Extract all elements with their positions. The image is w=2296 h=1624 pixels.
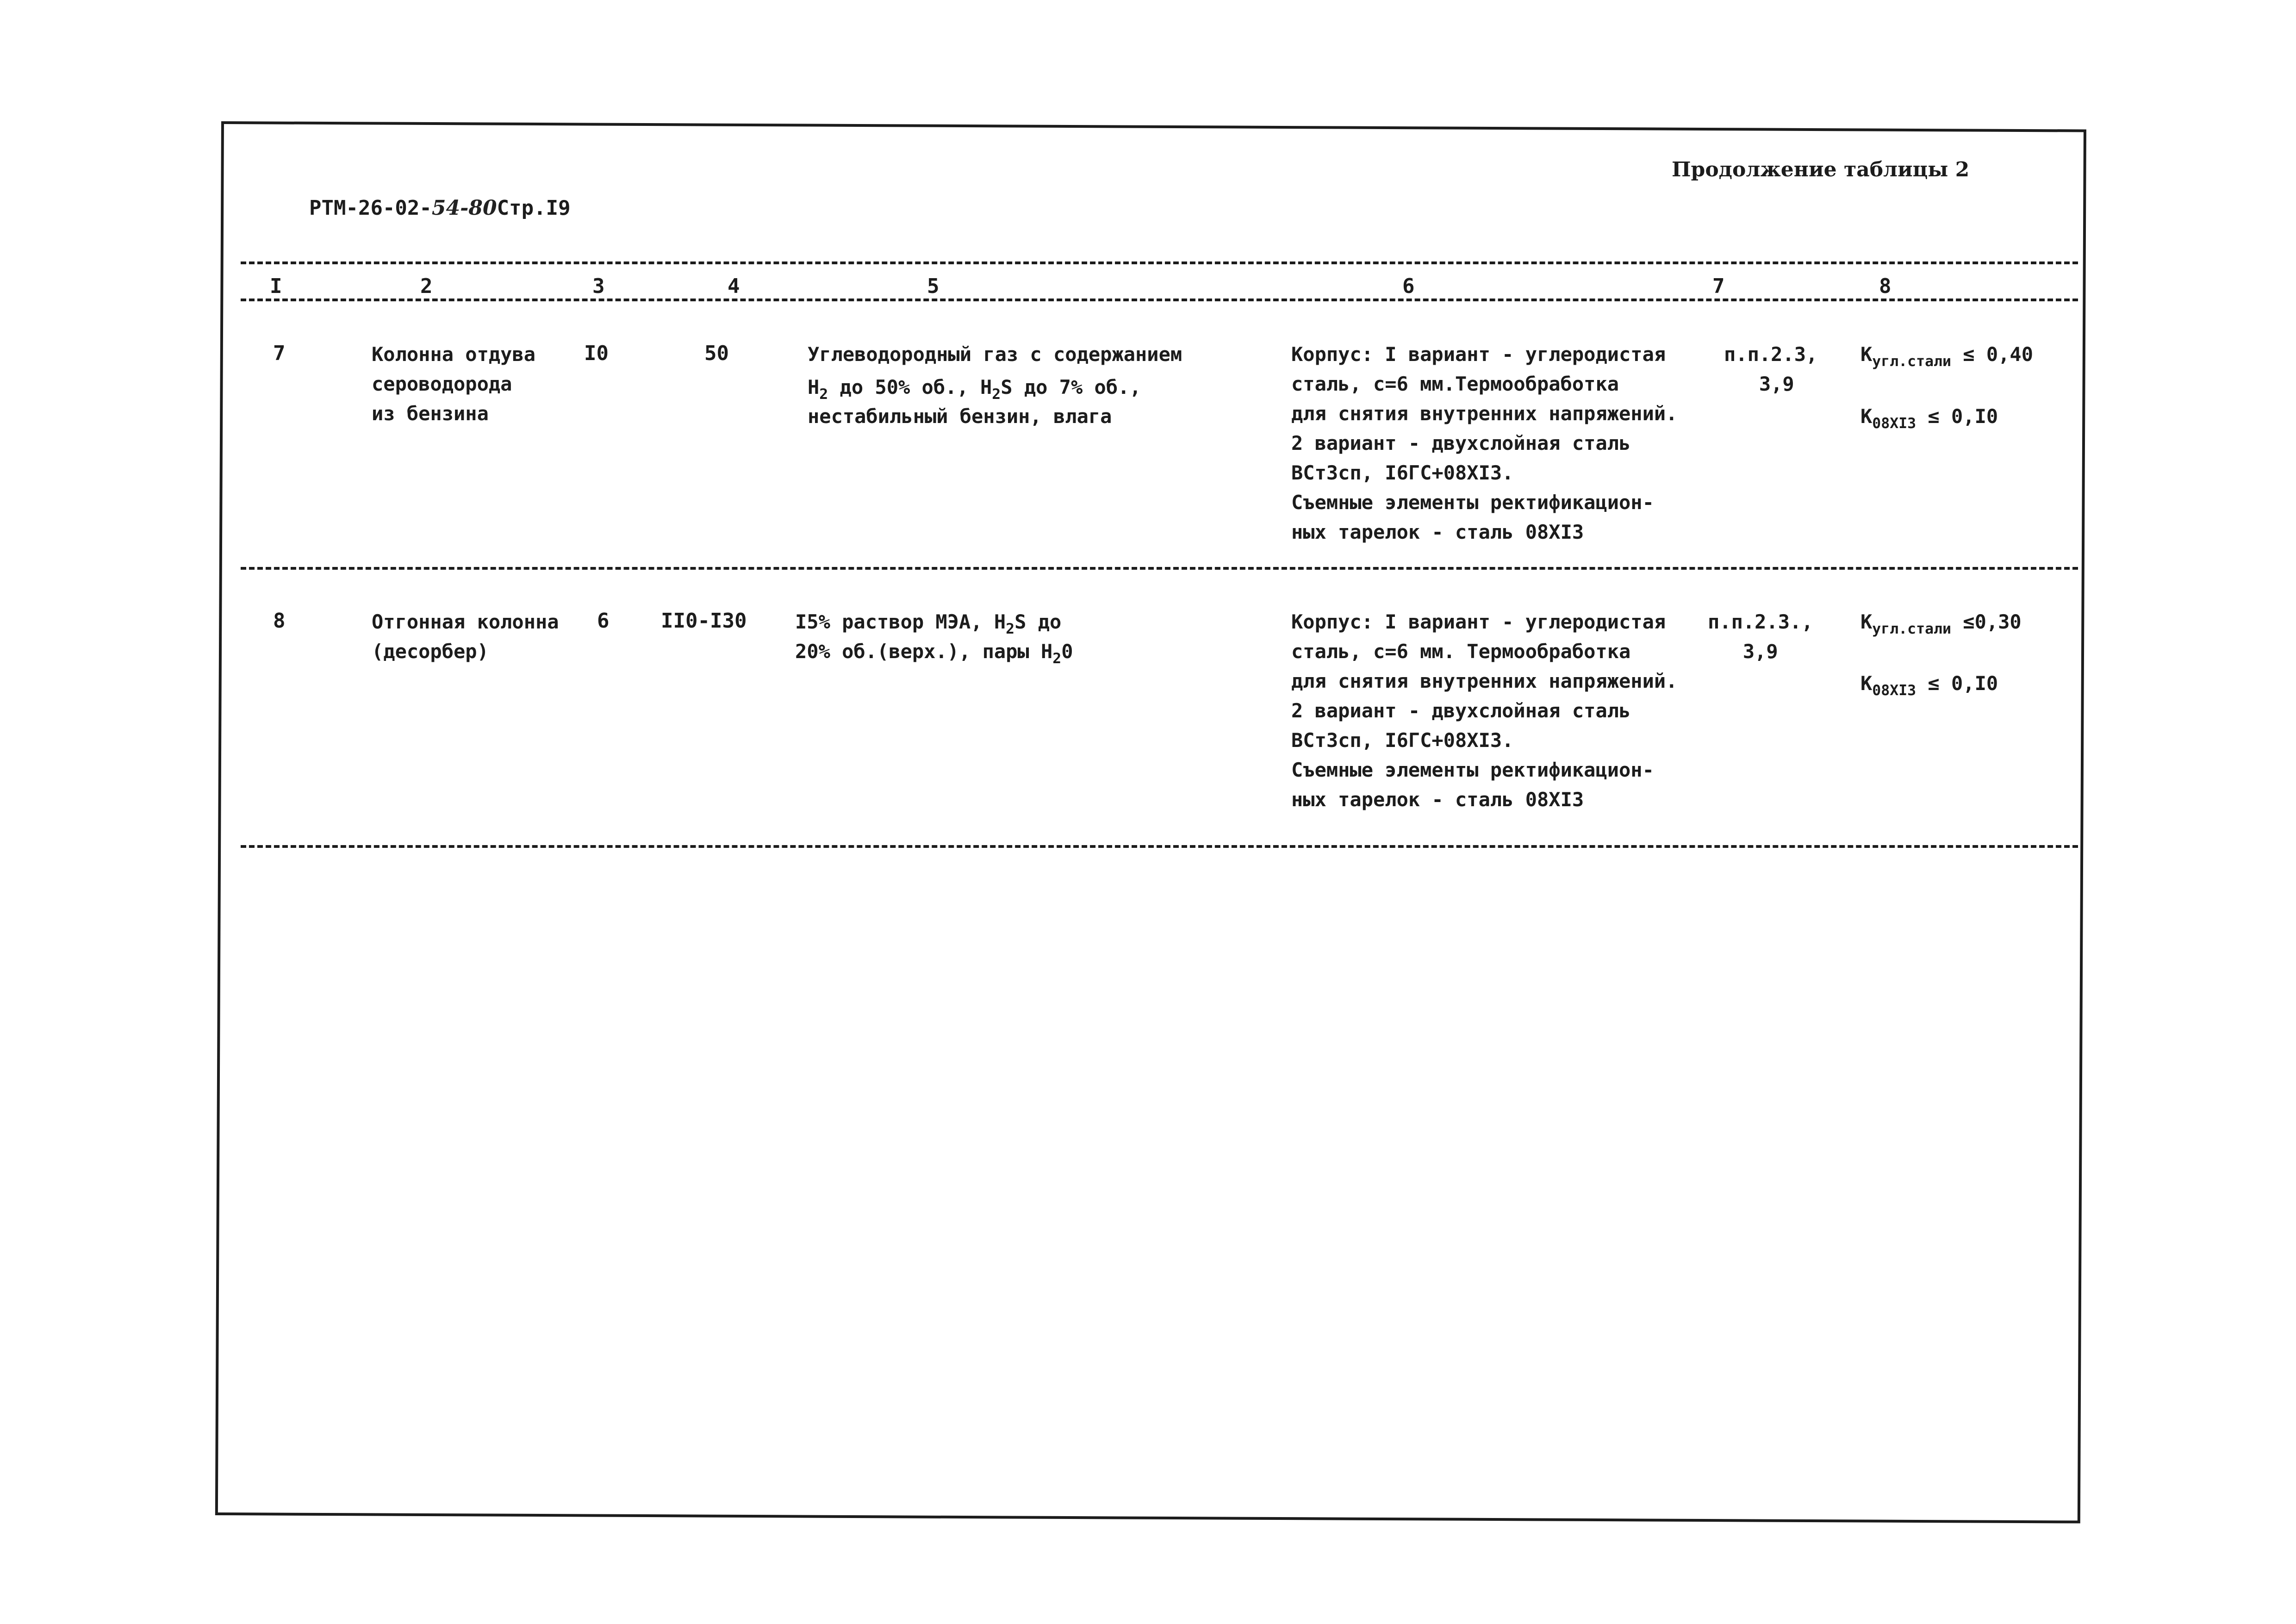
col-header-5: 5 (927, 274, 940, 298)
col-header-3: 3 (592, 274, 605, 298)
doc-code-printed: РТМ-26-02- (309, 196, 432, 220)
col-header-4: 4 (728, 274, 740, 298)
row-7-material: Корпус: I вариант - углеродистая сталь, c=6 мм.Термообработка для снятия внутренних напряжений. 2 вариант - двухслойная сталь ВСт3сп, I6ГС+08XI3. Съемные элементы ректификацион- ных тарелок - сталь 08XI3 (1291, 343, 1678, 543)
row-8-number: 8 (273, 609, 286, 633)
row-8-k1: $К_{угл.стали} \le 0,30$ (1860, 610, 2022, 638)
document-code (309, 198, 571, 218)
row-7-medium-line3: нестабильный бензин, влага (808, 405, 1112, 428)
col-header-2: 2 (420, 274, 433, 298)
table-bottom-rule (241, 845, 2078, 848)
row-8-material: Корпус: I вариант - углеродистая сталь, c=6 мм. Термообработка для снятия внутренних напряжений. 2 вариант - двухслойная сталь ВСт3сп, I6ГС+08XI3. Съемные элементы ректификацион- ных тарелок - сталь 08XI3 (1291, 610, 1678, 811)
row-8-col4: II0-I30 (661, 609, 747, 633)
header-rule-bottom (241, 299, 2078, 301)
row-8-name: Отгонная колонна (десорбер) (372, 610, 559, 663)
row-7-name: Колонна отдува сероводорода из бензина (372, 343, 536, 425)
row-8-col7: п.п.2.3., 3,9 (1708, 610, 1813, 663)
row-7-col7: п.п.2.3, 3,9 (1724, 343, 1818, 395)
page-number: Стр.I9 (497, 196, 571, 220)
page-frame (215, 121, 2086, 1524)
table-continuation: Продолжение таблицы 2 (1672, 158, 1970, 181)
row-7-col4: 50 (704, 342, 729, 365)
doc-code-handwritten: 54-80 (431, 196, 497, 220)
row-7-k2: $К_{08XI3} \le 0,I0$ (1860, 405, 1998, 432)
row-8-col3: 6 (597, 609, 610, 633)
row-7-medium-line1: Углеводородный газ с содержанием (808, 343, 1182, 366)
row-7-col3: I0 (584, 342, 609, 365)
row-7-number: 7 (273, 342, 286, 365)
col-header-7: 7 (1712, 274, 1725, 298)
header-rule-top (241, 261, 2078, 264)
row-8-medium-line1: I5% раствор МЭА, $H_2S$ до (795, 610, 1062, 638)
col-header-8: 8 (1879, 274, 1892, 298)
row-7-medium-line2: $H_2$ до 50% об., $H_2S$ до 7% об., (808, 376, 1141, 403)
col-header-6: 6 (1402, 274, 1415, 298)
row-7-separator (241, 567, 2078, 570)
row-8-k2: $К_{08XI3} \le 0,I0$ (1860, 672, 1998, 699)
row-8-medium-line2: 20% об.(верх.), пары $H_20$ (795, 640, 1073, 667)
row-7-k1: $К_{угл.стали} \le 0,40$ (1860, 343, 2033, 370)
col-header-1: I (270, 274, 282, 298)
